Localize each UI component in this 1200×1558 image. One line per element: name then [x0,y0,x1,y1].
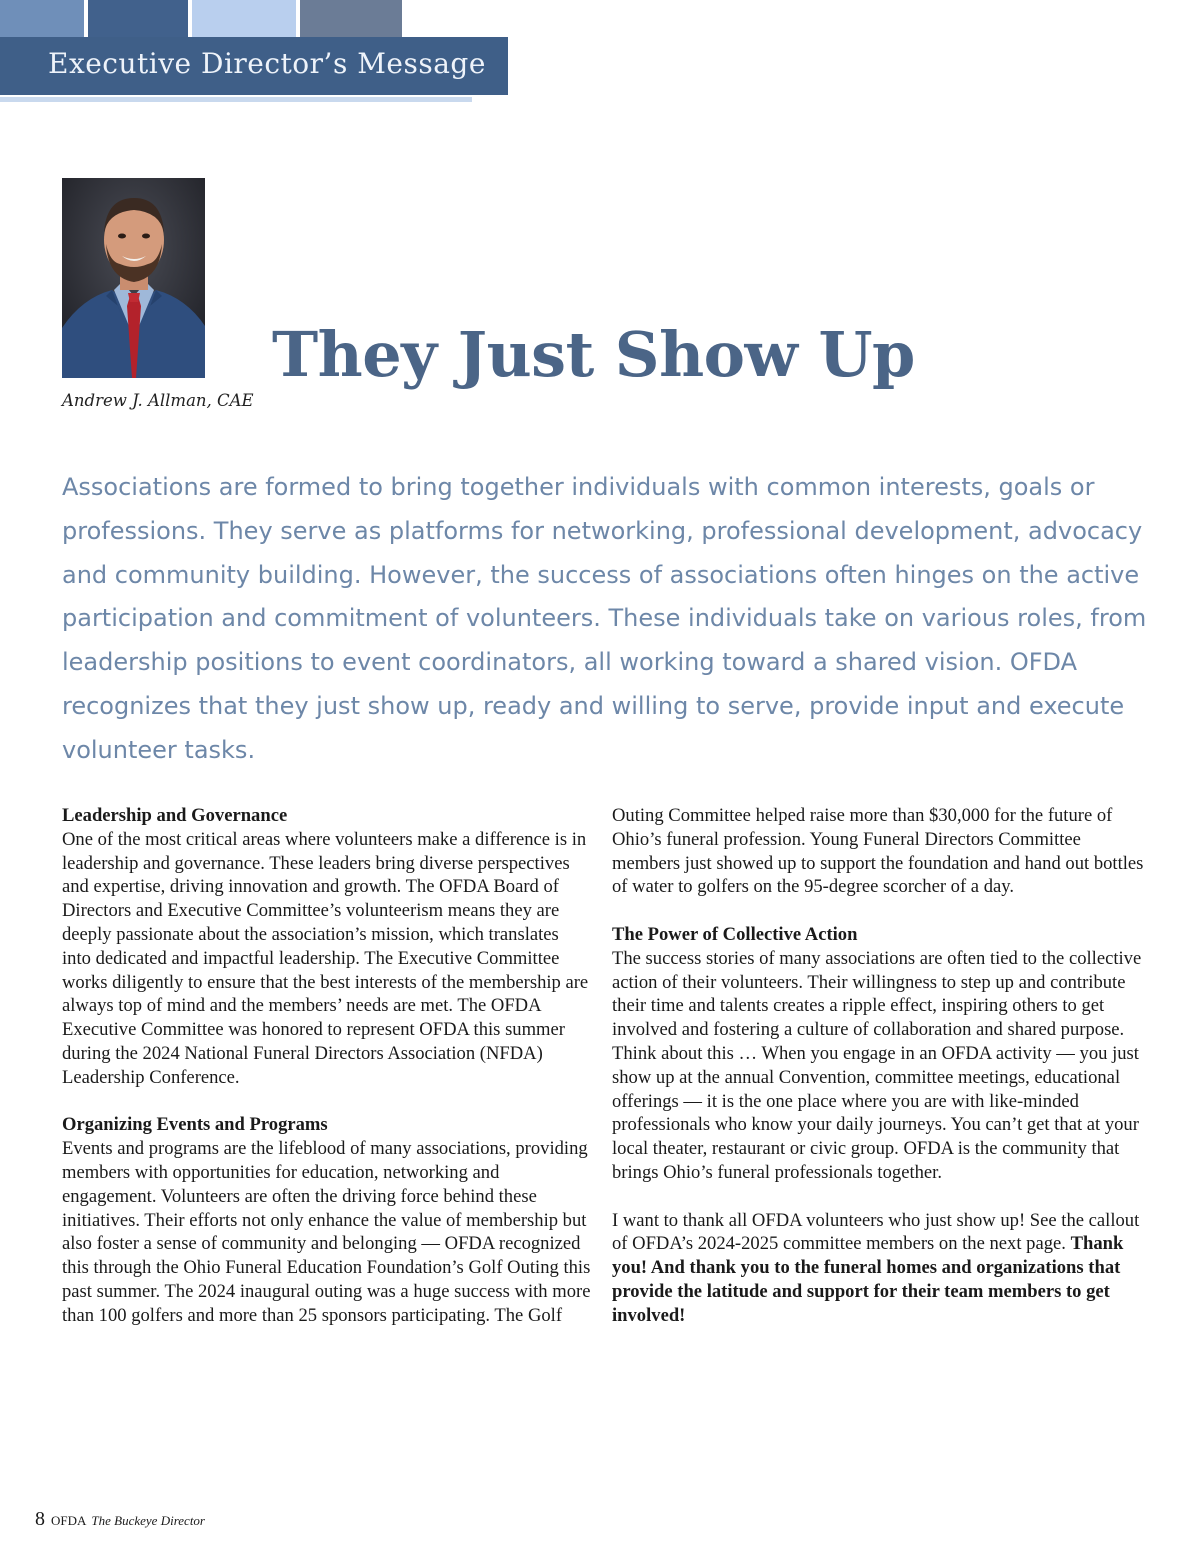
section-heading: Organizing Events and Programs [62,1114,328,1136]
closing-paragraph [612,1209,1147,1328]
header-color-bars [0,0,520,38]
header-bar [0,0,84,38]
section-heading: The Power of Collective Action [612,923,858,945]
section-body-continued: Outing Committee helped raise more than $30,000 for the future of Ohio’s funeral profession. Young Funeral Directors Committee members just showed up to support the foundation and hand out bottles of water to golfers on the 95-degree scorcher of a day. [612,805,1144,898]
portrait-caption: Andrew J. Allman, CAE [62,391,254,410]
closing-text: I want to thank all OFDA volunteers who just show up! See the callout of OFDA’s 2024-2025 committee members on the next page. [612,1209,1140,1255]
section-body: The success stories of many associations are often tied to the collective action of their volunteers. Their willingness to step up and contribute their time and talents creates a ripple effect, inspiring others to get involved and fostering a culture of collaboration and shared purpose. Think about this … When you engage in an OFDA activity — you just show up at the annual Convention, committee meetings, educational offerings — it is the one place where you are with like-minded professionals who know your daily journeys. You can’t get that at your local theater, restaurant or civic group. OFDA is the community that brings Ohio’s funeral professionals together. [612,947,1142,1183]
page-footer [35,1508,205,1531]
section-title: Executive Director’s Message [48,47,486,80]
footer-publication: The Buckeye Director [91,1513,205,1528]
header-bar [88,0,188,38]
footer-org: OFDA [51,1513,87,1528]
page-number: 8 [35,1508,45,1530]
banner-underline [0,97,472,102]
intro-paragraph: Associations are formed to bring together individuals with common interests, goals or professions. They serve as platforms for networking, professional development, advocacy and community building. However, the success of associations often hinges on the active participation and commitment of volunteers. These individuals take on various roles, from leadership positions to event coordinators, all working toward a shared vision. OFDA recognizes that they just show up, ready and willing to serve, provide input and execute volunteer tasks. [62,473,1147,764]
section-body: One of the most critical areas where volunteers make a difference is in leadership and governance. These leaders bring diverse perspectives and expertise, driving innovation and growth. The OFDA Board of Directors and Executive Committee’s volunteerism means they are deeply passionate about the association’s mission, which translates into dedicated and impactful leadership. The Executive Committee works diligently to ensure that the best interests of the membership are always top of mind and the members’ needs are met. The OFDA Executive Committee was honored to represent OFDA this summer during the 2024 National Funeral Directors Association (NFDA) Leadership Conference. [62,828,589,1088]
author-portrait [62,178,205,378]
body-column-left [62,804,592,1328]
closing-bold-text: Thank you! And thank you to the funeral homes and organizations that provide the latitude and support for their team members to get involved! [612,1233,1124,1326]
section-banner [0,37,508,95]
body-column-right [612,804,1147,1328]
section-body: Events and programs are the lifeblood of many associations, providing members with opportunities for education, networking and engagement. Volunteers are often the driving force behind these initiatives. Their efforts not only enhance the value of membership but also foster a sense of community and belonging — OFDA recognized this through the Ohio Funeral Education Foundation’s Golf Outing this past summer. The 2024 inaugural outing was a huge success with more than 100 golfers and more than 25 sponsors participating. The Golf [62,1138,591,1326]
article-title: They Just Show Up [272,318,915,391]
header-bar [300,0,402,38]
header-bar [192,0,296,38]
section-heading: Leadership and Governance [62,805,288,826]
